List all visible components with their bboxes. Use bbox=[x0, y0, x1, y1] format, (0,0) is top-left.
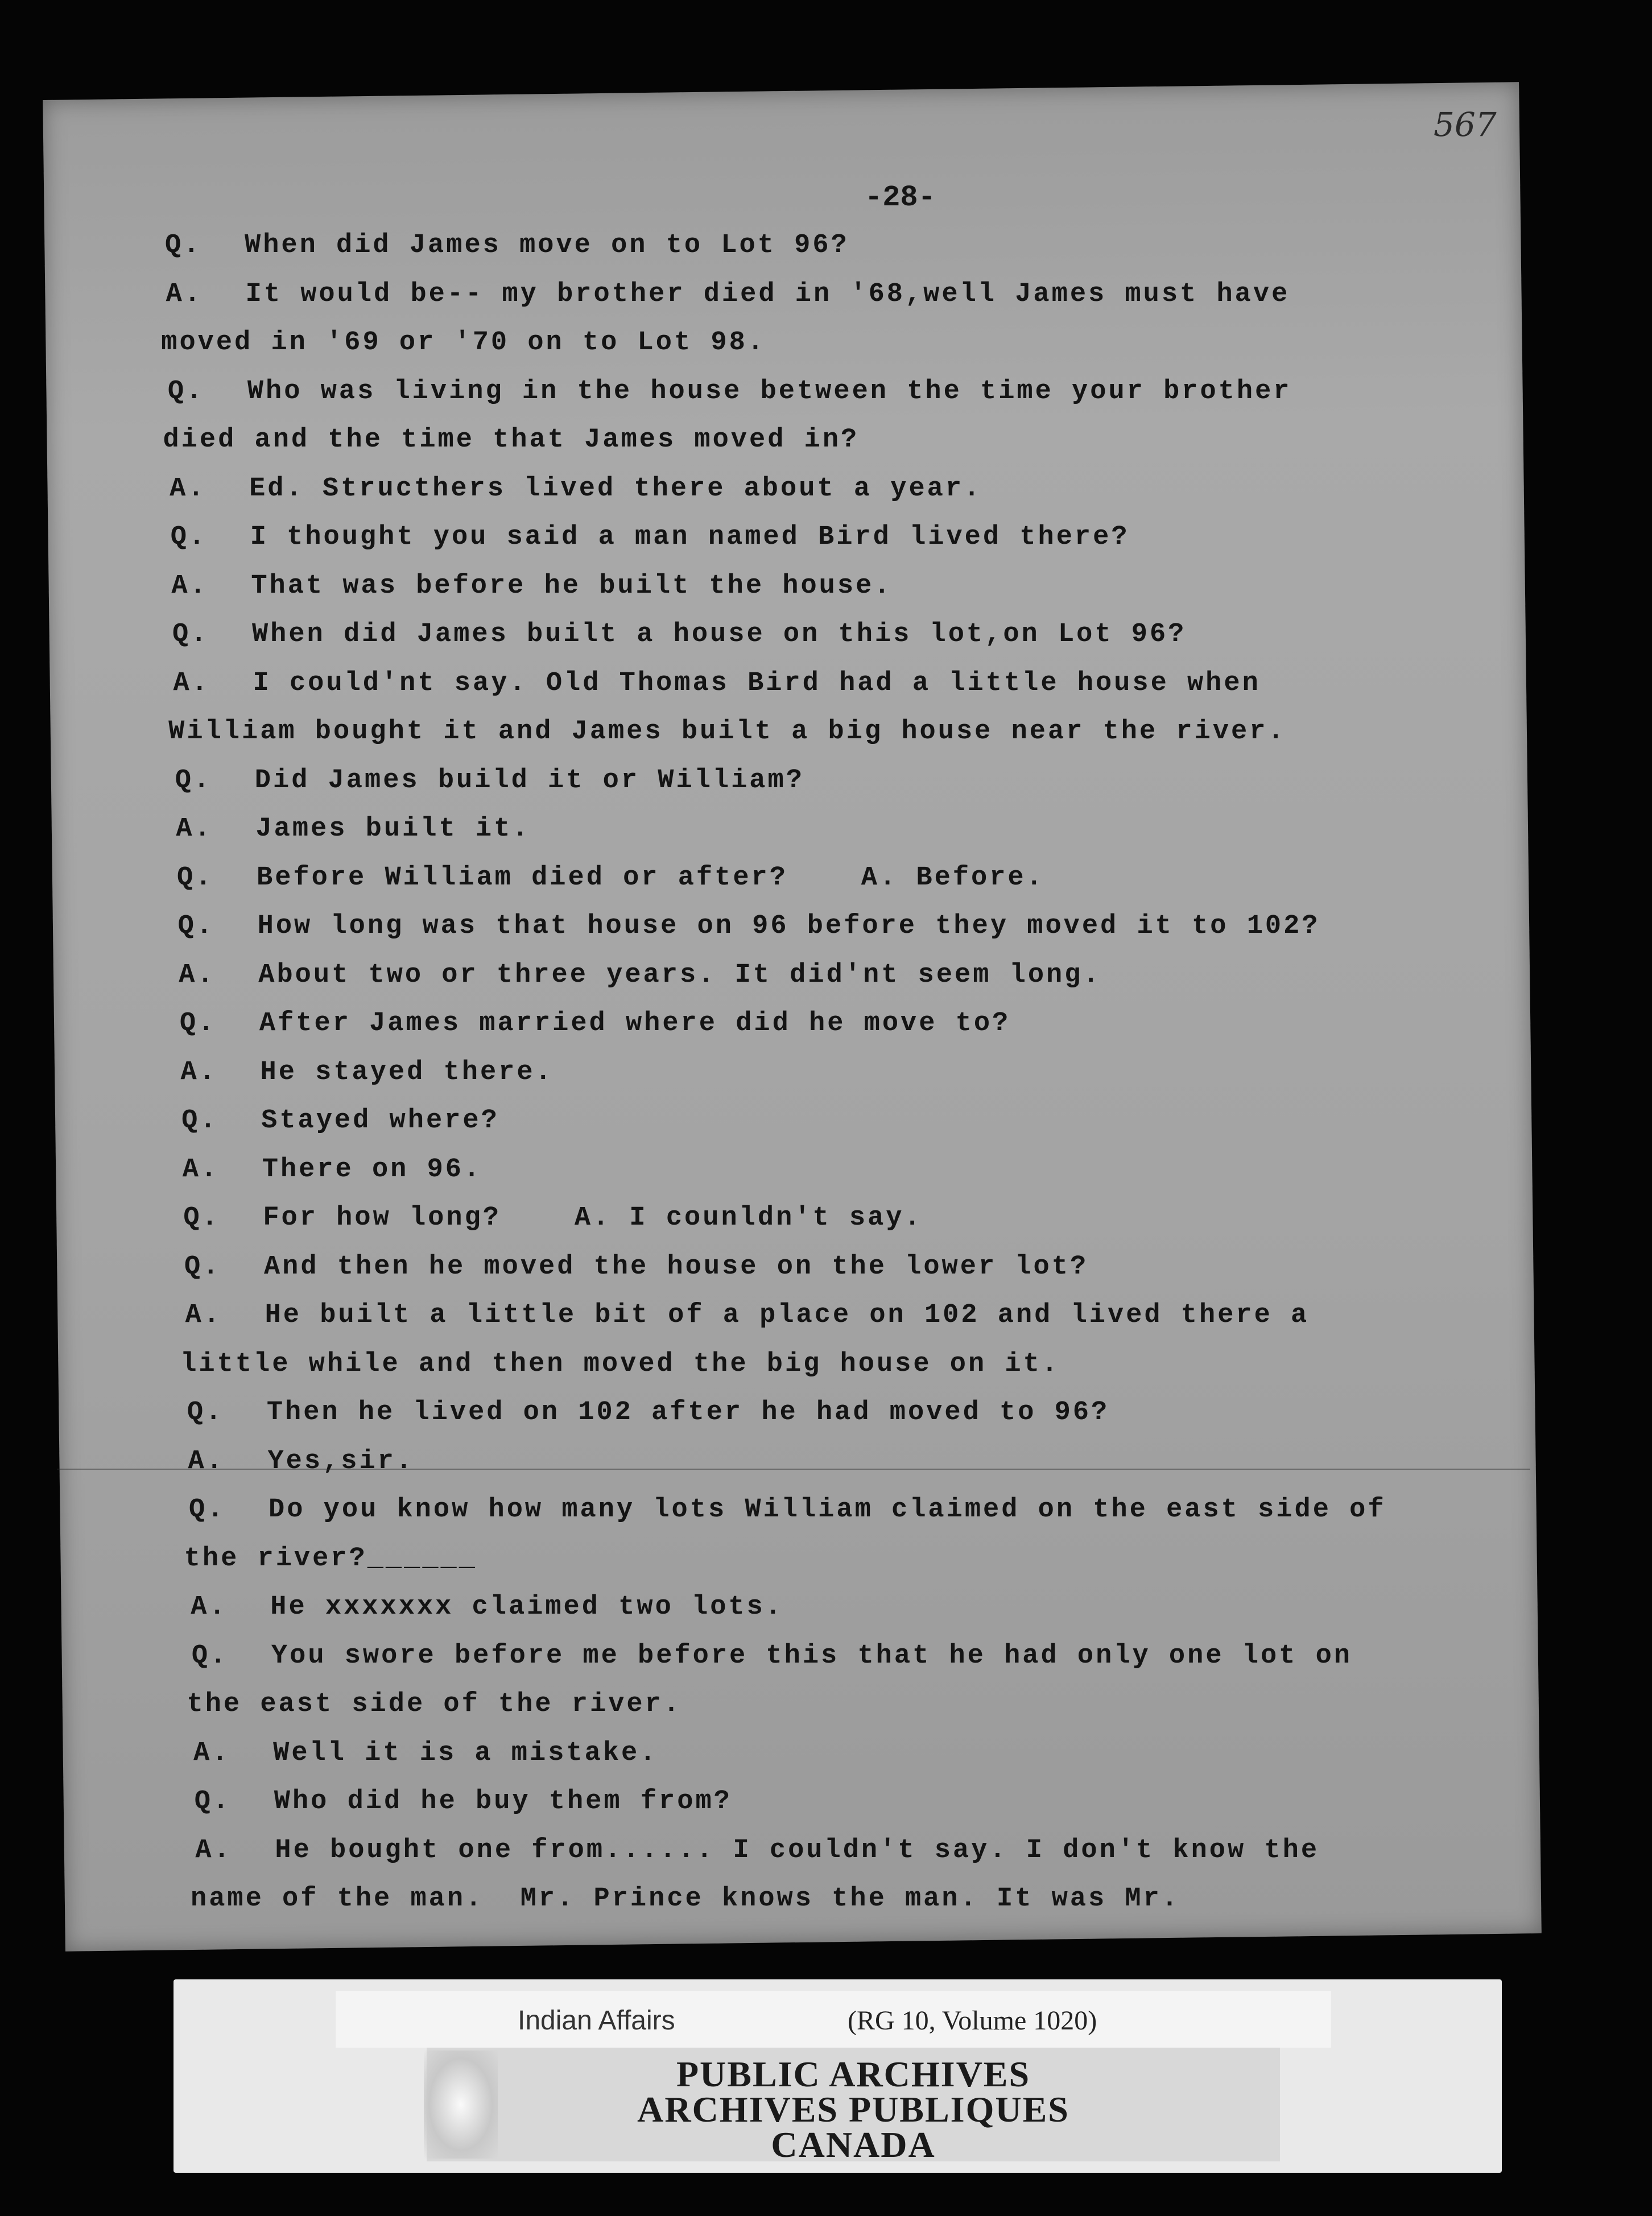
stamp-line-1: PUBLIC ARCHIVES bbox=[676, 2054, 1031, 2094]
line-text: name of the man. Mr. Prince knows the man. It was Mr. bbox=[191, 1884, 1180, 1914]
transcript-line bbox=[174, 668, 1261, 698]
page-number: -28- bbox=[865, 181, 936, 214]
speaker-label: Q. bbox=[179, 1008, 217, 1039]
transcript-line bbox=[195, 1787, 732, 1817]
transcript-line bbox=[183, 1155, 482, 1185]
transcript-line bbox=[168, 377, 1292, 407]
transcript-line bbox=[166, 279, 1290, 309]
speaker-label: Q. bbox=[165, 230, 202, 261]
speaker-label: Q. bbox=[172, 619, 209, 650]
speaker-label: A. bbox=[170, 473, 206, 504]
line-text: He stayed there. bbox=[260, 1057, 554, 1088]
line-text: After James married where did he move to? bbox=[259, 1008, 1011, 1039]
transcript-line bbox=[180, 1349, 1060, 1379]
speaker-label: A. bbox=[171, 570, 208, 601]
transcript-line bbox=[177, 863, 1044, 893]
speaker-label: Q. bbox=[191, 1640, 229, 1671]
line-text: Stayed where? bbox=[261, 1106, 499, 1136]
transcript-line bbox=[183, 1203, 922, 1233]
stamp-line-2: ARCHIVES PUBLIQUES bbox=[637, 2089, 1069, 2130]
transcript-line bbox=[171, 571, 892, 601]
speaker-label: A. bbox=[176, 814, 213, 844]
line-text: About two or three years. It did'nt seem long. bbox=[258, 960, 1101, 990]
speaker-label: A. bbox=[193, 1738, 230, 1768]
line-text: Did James build it or William? bbox=[254, 765, 804, 796]
speaker-label: A. bbox=[179, 960, 216, 990]
line-text: Well it is a mistake. bbox=[273, 1738, 658, 1768]
speaker-label: Q. bbox=[189, 1495, 226, 1525]
fold-line bbox=[57, 1469, 1530, 1470]
line-text: When did James built a house on this lot,on Lot 96? bbox=[251, 619, 1187, 650]
transcript-line bbox=[195, 1835, 1319, 1866]
speaker-label: A. bbox=[185, 1300, 222, 1330]
speaker-label: Q. bbox=[175, 765, 212, 796]
line-text: died and the time that James moved in? bbox=[163, 425, 860, 455]
line-text: Then he lived on 102 after he had moved to 96? bbox=[266, 1398, 1110, 1428]
speaker-label: A. bbox=[166, 279, 203, 309]
line-text: He bought one from...... I couldn't say. I don't know the bbox=[275, 1835, 1320, 1866]
transcript-line bbox=[168, 717, 1286, 747]
speaker-label: A. bbox=[180, 1057, 217, 1088]
speaker-label: A. bbox=[173, 668, 210, 698]
transcript-line bbox=[172, 619, 1186, 650]
line-text: It would be-- my brother died in '68,well James must have bbox=[245, 279, 1290, 309]
line-text: I could'nt say. Old Thomas Bird had a little house when bbox=[253, 668, 1261, 698]
transcript-line bbox=[161, 328, 766, 358]
transcript-line bbox=[181, 1057, 554, 1088]
speaker-label: A. bbox=[182, 1154, 220, 1185]
line-text: Who was living in the house between the time your brother bbox=[247, 376, 1292, 407]
line-text: That was before he built the house. bbox=[251, 570, 893, 601]
line-text: little while and then moved the big house on it. bbox=[180, 1349, 1060, 1379]
transcript-line bbox=[187, 1689, 682, 1719]
transcript-line bbox=[191, 1592, 783, 1622]
line-text: James built it. bbox=[255, 814, 531, 844]
line-text: When did James move on to Lot 96? bbox=[245, 230, 849, 261]
speaker-label: Q. bbox=[170, 522, 208, 552]
line-text: Yes,sir. bbox=[267, 1446, 415, 1477]
speaker-label: Q. bbox=[181, 1106, 218, 1136]
line-text: He built a little bit of a place on 102 and lived there a bbox=[265, 1300, 1310, 1330]
transcript-line bbox=[165, 230, 849, 261]
speaker-label: A. bbox=[188, 1446, 225, 1477]
transcript-line bbox=[188, 1446, 414, 1477]
transcript-line bbox=[184, 1252, 1088, 1282]
transcript-line bbox=[184, 1544, 477, 1574]
footer-label-strip bbox=[336, 1991, 1331, 2048]
transcript-line bbox=[163, 425, 859, 455]
line-text: William bought it and James built a big house near the river. bbox=[168, 717, 1286, 747]
archive-number: 567 bbox=[1434, 105, 1497, 144]
transcript-line bbox=[176, 814, 530, 844]
line-text: How long was that house on 96 before they moved it to 102? bbox=[257, 911, 1320, 941]
footer-series: Indian Affairs bbox=[518, 2006, 675, 2036]
line-text: the east side of the river. bbox=[187, 1689, 682, 1719]
speaker-label: Q. bbox=[177, 911, 215, 941]
line-text: Who did he buy them from? bbox=[274, 1787, 732, 1817]
stamp-line-3: CANADA bbox=[771, 2124, 936, 2165]
line-text: And then he moved the house on the lower lot? bbox=[263, 1251, 1089, 1282]
transcript-line bbox=[185, 1300, 1310, 1330]
transcript-line bbox=[189, 1495, 1386, 1525]
speaker-label: Q. bbox=[167, 376, 205, 407]
line-text: He xxxxxxx claimed two lots. bbox=[270, 1592, 784, 1622]
footer-reference: (RG 10, Volume 1020) bbox=[848, 2006, 1097, 2036]
line-text: Do you know how many lots William claimed on the east side of bbox=[269, 1495, 1386, 1525]
speaker-label: Q. bbox=[183, 1203, 220, 1233]
speaker-label: Q. bbox=[194, 1787, 232, 1817]
transcript-line bbox=[170, 474, 982, 504]
archives-stamp bbox=[427, 2048, 1280, 2165]
tape-smudge bbox=[424, 2050, 498, 2159]
transcript-line bbox=[171, 522, 1130, 552]
speaker-label: A. bbox=[191, 1592, 228, 1622]
speaker-label: A. bbox=[195, 1835, 232, 1866]
line-text: moved in '69 or '70 on to Lot 98. bbox=[161, 328, 766, 358]
line-text: Ed. Structhers lived there about a year. bbox=[249, 473, 982, 504]
transcript-line bbox=[179, 960, 1101, 990]
line-text: There on 96. bbox=[262, 1154, 482, 1185]
transcript-line bbox=[192, 1641, 1352, 1671]
transcript-line bbox=[187, 1398, 1109, 1428]
transcript-line bbox=[178, 911, 1320, 941]
transcript-line bbox=[193, 1738, 658, 1768]
speaker-label: Q. bbox=[187, 1398, 224, 1428]
speaker-label: Q. bbox=[177, 862, 214, 893]
line-text: Before William died or after? A. Before. bbox=[257, 862, 1044, 893]
transcript-line bbox=[181, 1106, 499, 1136]
line-text: For how long? A. I counldn't say. bbox=[263, 1203, 923, 1233]
transcript-line bbox=[191, 1884, 1180, 1914]
line-text: the river?______ bbox=[184, 1543, 477, 1574]
speaker-label: Q. bbox=[184, 1251, 221, 1282]
line-text: I thought you said a man named Bird lived there? bbox=[250, 522, 1130, 552]
transcript-line bbox=[180, 1008, 1010, 1039]
line-text: You swore before me before this that he had only one lot on bbox=[271, 1640, 1352, 1671]
transcript-line bbox=[175, 766, 804, 796]
